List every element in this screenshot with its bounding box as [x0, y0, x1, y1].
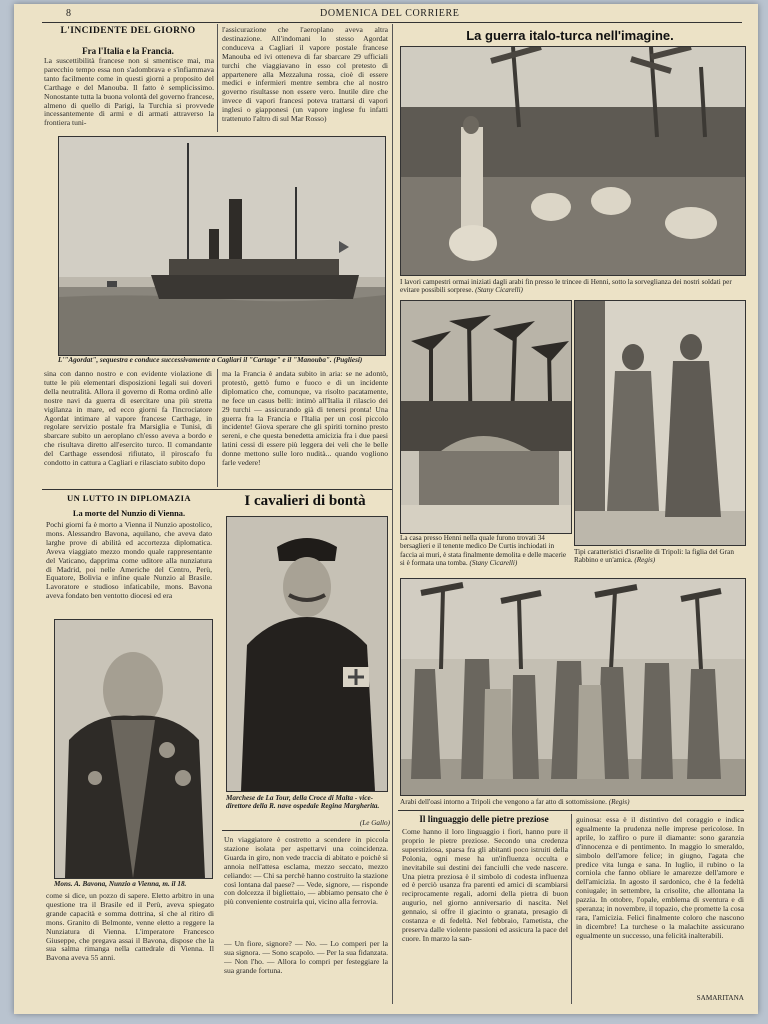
- article-text: La suscettibilità francese non si smentisce mai, ma parecchio tempo essa non s'adombrava e s'infiammava tanto facilmente come in questi giorni a proposito del Carthage e del Manouba. Il fatto è semplicissimo. Nonostante tutta la buona volontà del governo francese, almeno di quello di Parigi, la Turchia si provvede incessantemente di armi e di armati attraverso la frontiera tuni-: [44, 57, 214, 128]
- cavalieri-text: Un viaggiatore è costretto a scendere in piccola stazione isolata per aspettarvi una coincidenza. Guarda in giro, non vede traccia di abitato e poichè si annoia nell'attesa esclama, mezzo seccato, mezzo celiando: — Chi sa perchè hanno costruito la stazione così lontana dal paese? — Vede, signore, — risponde con dolcezza il bigliettaio, — abbiamo pensato che è più conveniente costruirla qui, vicino alla ferrovia.: [224, 836, 388, 907]
- header-rule: [42, 22, 742, 23]
- gems-text: Come hanno il loro linguaggio i fiori, hanno pure il proprio le pietre preziose. Secondo una credenza superstiziosa, sparsa fra gli abitanti poco istruiti della Polonia, ogni mese ha un'influenza occulta e inevitabile sui destini dei fanciulli che vede nascere. Una pietra preziosa è il simbolo di codesta influenza ed è perciò usanza fra parenti ed amici di scambiarsi reciprocamente regali, adorni della pietra di buon augurio, nel giorno anniversario di nascita. Nel gennaio, si offre il giacinto o granata, presagio di costanza e di fedeltà. Nel febbraio, l'ametista, che preserva dalle violente passioni ed assicura la pace del cuore. In marzo la san-: [402, 828, 568, 943]
- lutto-text: Pochi giorni fa è morto a Vienna il Nunzio apostolico, mons. Alessandro Bavona, aquilano, che aveva dato larghe prove di abilità ed accortezza diplomatica. Aveva viaggiato mezzo mondo quale rappresentante del Vaticano, dapprima come uditore alla nunziatura di Madrid, poi nelle Americhe del Centro, Perù, Equatore, Bolivia e infine quale Nunzio al Brasile. Lavoratore e studioso infaticabile, mons. Bavona aveva fondato ben ventotto diocesi ed era: [46, 521, 212, 601]
- column-divider: [392, 24, 393, 1004]
- field-work-caption: [400, 278, 744, 295]
- column-divider: [217, 24, 218, 132]
- tomb-caption: [400, 534, 570, 568]
- arabs-caption: [400, 798, 744, 806]
- nuncio-caption: Mons. A. Bavona, Nunzio a Vienna, m. il 18.: [54, 880, 187, 888]
- lutto-text: come si dice, un pozzo di sapere. Eletto arbitro in una questione tra il Brasile ed il Perù, aveva spiegato grande capacità e somma dottrina, sì che al ritiro di mons. Granito di Belmonte, venne eletto a reggere la Nunziatura di Vienna. L'imperatore Francesco Giuseppe, che pregava assai il Bavona, dispose che la sua salma rimanga nella cattedrale di Vienna. Il Bavona aveva 55 anni.: [46, 892, 214, 963]
- section-rule: [42, 489, 392, 490]
- article-heading: L'INCIDENTE DEL GIORNO: [60, 26, 196, 36]
- gems-text: guinosa: essa è il distintivo del coraggio e indica egualmente la prudenza nelle imprese pericolose. In aprile, lo zaffiro o pure il diamante: sono garanzia d'innocenza e di pentimento. In maggio lo smeraldo, simbolo dell'amore felice; in giugno, l'agata che predice vita lunga e sana. In luglio, il rubino o la corniola che fanno obliare le amarezze dell'amore e dell'amicizia. In agosto il sardonico, che è la fedeltà coniugale; in settembre, la crisolite, che allontana la pazzia. In ottobre, l'opale, emblema di sventura e di speranza; in novembre, il topazio, che promette la cosa rara, l'amicizia. Felici finalmente coloro che nascono in dicembre! La turchese o la malachite assicurano egualmente un successo, una felicità inalterabili.: [576, 816, 744, 940]
- gems-signature: SAMARITANA: [696, 994, 744, 1002]
- arabs-credit: (Regis): [608, 798, 630, 806]
- war-section-heading: La guerra italo-turca nell'imagine.: [466, 28, 674, 43]
- lutto-subheading: La morte del Nunzio di Vienna.: [72, 509, 186, 518]
- article-text: l'assicurazione che l'aeroplano aveva altra destinazione. All'indomani lo stesso Agordat conduceva a Cagliari il vapore postale francese Manouba ed ivi otteneva di far sbarcare 29 ufficiali turchi che viaggiavano in esso col pretesto di appartenere alla Mezzaluna rossa, cioè di essere medici e infermieri mentre sembra che al nostro governo risultasse non essere vero. Inutile dire che invece di vapori francesi poteva trattarsi di vapori inglesi o giapponesi (un vapore inglese fu infatti trattenuto l'altro di sul Mar Rosso): [222, 26, 388, 124]
- israelite-caption-text: Tipi caratteristici d'israelite di Tripoli: la figlia del Gran Rabbino e un'amica.: [574, 548, 734, 565]
- tomb-credit: (Stany Cicarelli): [469, 559, 518, 568]
- cavalieri-text: — Un fiore, signore? — No. — Lo comperi per la sua signora. — Sono scapolo. — Per la sua fidanzata. — Non l'ho. — Allora lo compri per festeggiare la sua grande fortuna.: [224, 940, 388, 975]
- publication-name: DOMENICA DEL CORRIERE: [320, 8, 460, 19]
- field-work-caption-text: I lavori campestri ormai iniziati dagli arabi fin presso le trincee di Henni, sotto la sorveglianza dei nostri soldati per evitare possibili sorprese.: [400, 278, 732, 295]
- field-work-credit: (Stany Cicarelli): [475, 286, 523, 295]
- page-number: 8: [66, 8, 71, 19]
- article-text: ma la Francia è andata subito in aria: se ne adontò, protestò, gettò fumo e fuoco e di un incidente diplomatico che, comunque, va risolto pacatamente, ne fece un casus belli: intimò all'Italia il rilascio dei 29 turchi — assicurando già di tenersi pronta! Una guerra fra la Francia e l'Italia per un così piccolo incidente! Giova sperare che gli spiriti tornino presto sereni, e che questa benedetta amicizia fra i due paesi latini cessi di essere più leggera dei veli che le belle donne mettono sulle loro nudità... quando vogliono farle vedere!: [222, 370, 388, 468]
- arabs-submission-photo: [400, 578, 746, 796]
- cavalieri-heading: I cavalieri di bontà: [244, 493, 366, 509]
- marchese-portrait: [226, 516, 388, 792]
- nuncio-portrait: [54, 619, 213, 879]
- tomb-caption-text: La casa presso Henni nella quale furono trovati 34 bersaglieri e il tenente medico De Curtis inchiodati in faccia ai muri, è stata finalmente demolita e delle macerie si è formata una tomba.: [400, 534, 567, 568]
- article-subheading: Fra l'Italia e la Francia.: [82, 46, 174, 56]
- column-divider: [217, 369, 218, 487]
- marchese-caption: Marchese de La Tour, della Croce di Malta - vice-direttore della R. nave ospedale Regina Margherita.: [226, 794, 380, 811]
- ship-photo-caption: L'"Agordat", sequestra e conduce successivamente a Cagliari il "Cartage" e il "Manouba". (Pugliesi): [58, 356, 363, 364]
- arabs-caption-text: Arabi dell'oasi intorno a Tripoli che vengono a far atto di sottomissione.: [400, 798, 607, 806]
- israelite-caption: [574, 548, 744, 565]
- column-divider: [571, 814, 572, 1004]
- israelite-credit: (Regis): [634, 556, 656, 565]
- field-work-photo: [400, 46, 746, 276]
- israelite-women-photo: [574, 300, 746, 546]
- lutto-heading: UN LUTTO IN DIPLOMAZIA: [67, 493, 191, 503]
- gems-heading: Il linguaggio delle pietre preziose: [419, 814, 549, 824]
- section-rule: [398, 810, 744, 811]
- newspaper-page: [14, 4, 758, 1014]
- marchese-credit: (Le Gallo): [359, 819, 390, 827]
- ship-photo: [58, 136, 386, 356]
- article-text: sina con danno nostro e con evidente violazione di tutte le più elementari disposizioni legali sui doveri della neutralità. Allora il governo di Roma ordinò alle nostre navi da guerra di esercitare una più stretta vigilanza in mare, ed ecco giorni fa l'incrociatore Agordat intimare al vapore francese Carthage, in regolare servizio postale fra Marsiglia e Tunisi, di sbarcare subito un aeroplano ch'esso aveva a bordo e che risultava diretto all'esercito turco. Il comandante del Carthage essendosi rifiutato, il piroscafo fu condotto in cattura a Cagliari e rilasciato subito dopo: [44, 370, 212, 468]
- section-rule: [222, 830, 390, 831]
- tomb-photo: [400, 300, 572, 534]
